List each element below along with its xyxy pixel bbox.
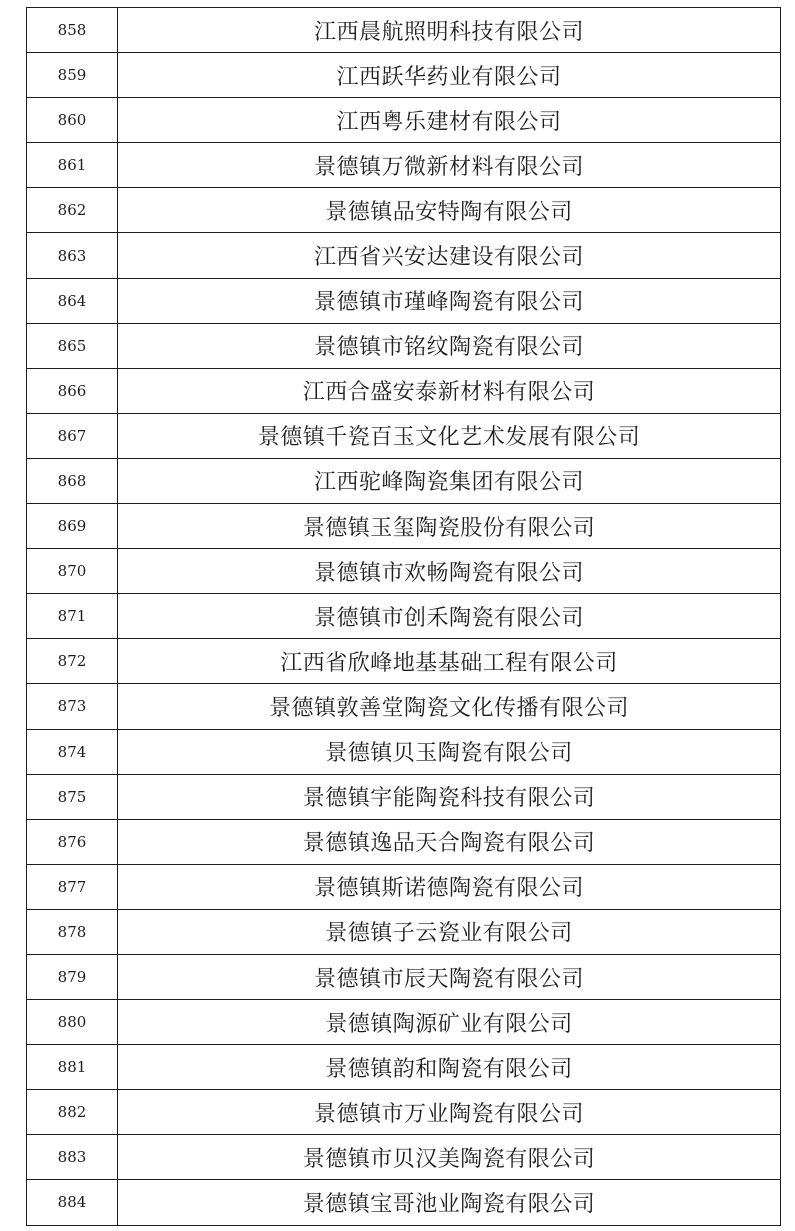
company-name-cell: 景德镇陶源矿业有限公司 <box>118 1000 781 1045</box>
company-name-cell: 江西省兴安达建设有限公司 <box>118 233 781 278</box>
row-number-cell: 859 <box>27 53 118 98</box>
company-name-cell: 景德镇宇能陶瓷科技有限公司 <box>118 774 781 819</box>
company-name-cell: 景德镇市铭纹陶瓷有限公司 <box>118 323 781 368</box>
row-number-cell: 866 <box>27 368 118 413</box>
row-number-cell: 868 <box>27 458 118 503</box>
table-row <box>27 323 781 368</box>
company-name-cell: 江西合盛安泰新材料有限公司 <box>118 368 781 413</box>
company-name-cell: 景德镇子云瓷业有限公司 <box>118 909 781 954</box>
company-name-cell: 景德镇市万业陶瓷有限公司 <box>118 1090 781 1135</box>
row-number-cell: 883 <box>27 1135 118 1180</box>
row-number-cell: 865 <box>27 323 118 368</box>
row-number-cell: 881 <box>27 1045 118 1090</box>
company-name-cell: 景德镇逸品天合陶瓷有限公司 <box>118 819 781 864</box>
row-number-cell: 869 <box>27 504 118 549</box>
row-number-cell: 872 <box>27 639 118 684</box>
table-row <box>27 458 781 503</box>
company-name-cell: 景德镇市贝汉美陶瓷有限公司 <box>118 1135 781 1180</box>
company-name-cell: 景德镇万微新材料有限公司 <box>118 143 781 188</box>
table-row <box>27 413 781 458</box>
company-name-cell: 景德镇敦善堂陶瓷文化传播有限公司 <box>118 684 781 729</box>
company-name-cell: 景德镇韵和陶瓷有限公司 <box>118 1045 781 1090</box>
table-row <box>27 954 781 999</box>
row-number-cell: 877 <box>27 864 118 909</box>
table-row <box>27 98 781 143</box>
row-number-cell: 875 <box>27 774 118 819</box>
row-number-cell: 871 <box>27 594 118 639</box>
table-row <box>27 774 781 819</box>
company-name-cell: 江西晨航照明科技有限公司 <box>118 8 781 53</box>
table-row <box>27 368 781 413</box>
table-row <box>27 278 781 323</box>
table-row <box>27 729 781 774</box>
table-row <box>27 233 781 278</box>
row-number-cell: 884 <box>27 1180 118 1225</box>
row-number-cell: 864 <box>27 278 118 323</box>
table-row <box>27 1000 781 1045</box>
row-number-cell: 880 <box>27 1000 118 1045</box>
row-number-cell: 867 <box>27 413 118 458</box>
table-row <box>27 864 781 909</box>
table-row <box>27 188 781 233</box>
company-name-cell: 江西省欣峰地基基础工程有限公司 <box>118 639 781 684</box>
table-body <box>27 8 781 1226</box>
row-number-cell: 874 <box>27 729 118 774</box>
row-number-cell: 863 <box>27 233 118 278</box>
row-number-cell: 860 <box>27 98 118 143</box>
table-row <box>27 1135 781 1180</box>
company-name-cell: 江西粤乐建材有限公司 <box>118 98 781 143</box>
table-row <box>27 8 781 53</box>
table-row <box>27 53 781 98</box>
table-row <box>27 1090 781 1135</box>
table-row <box>27 909 781 954</box>
company-name-cell: 江西驼峰陶瓷集团有限公司 <box>118 458 781 503</box>
row-number-cell: 858 <box>27 8 118 53</box>
table-row <box>27 639 781 684</box>
company-name-cell: 景德镇玉玺陶瓷股份有限公司 <box>118 504 781 549</box>
row-number-cell: 878 <box>27 909 118 954</box>
row-number-cell: 862 <box>27 188 118 233</box>
company-name-cell: 景德镇市辰天陶瓷有限公司 <box>118 954 781 999</box>
table-row <box>27 143 781 188</box>
company-name-cell: 景德镇品安特陶有限公司 <box>118 188 781 233</box>
company-list-table <box>26 7 781 1226</box>
table-row <box>27 549 781 594</box>
table-row <box>27 819 781 864</box>
company-name-cell: 江西跃华药业有限公司 <box>118 53 781 98</box>
table-row <box>27 1180 781 1225</box>
row-number-cell: 861 <box>27 143 118 188</box>
row-number-cell: 876 <box>27 819 118 864</box>
row-number-cell: 879 <box>27 954 118 999</box>
company-name-cell: 景德镇宝哥池业陶瓷有限公司 <box>118 1180 781 1225</box>
table-row <box>27 594 781 639</box>
company-name-cell: 景德镇贝玉陶瓷有限公司 <box>118 729 781 774</box>
row-number-cell: 882 <box>27 1090 118 1135</box>
row-number-cell: 870 <box>27 549 118 594</box>
company-name-cell: 景德镇市瑾峰陶瓷有限公司 <box>118 278 781 323</box>
company-name-cell: 景德镇市欢畅陶瓷有限公司 <box>118 549 781 594</box>
table-row <box>27 684 781 729</box>
company-name-cell: 景德镇斯诺德陶瓷有限公司 <box>118 864 781 909</box>
table-row <box>27 504 781 549</box>
table-row <box>27 1045 781 1090</box>
company-name-cell: 景德镇市创禾陶瓷有限公司 <box>118 594 781 639</box>
company-name-cell: 景德镇千瓷百玉文化艺术发展有限公司 <box>118 413 781 458</box>
row-number-cell: 873 <box>27 684 118 729</box>
